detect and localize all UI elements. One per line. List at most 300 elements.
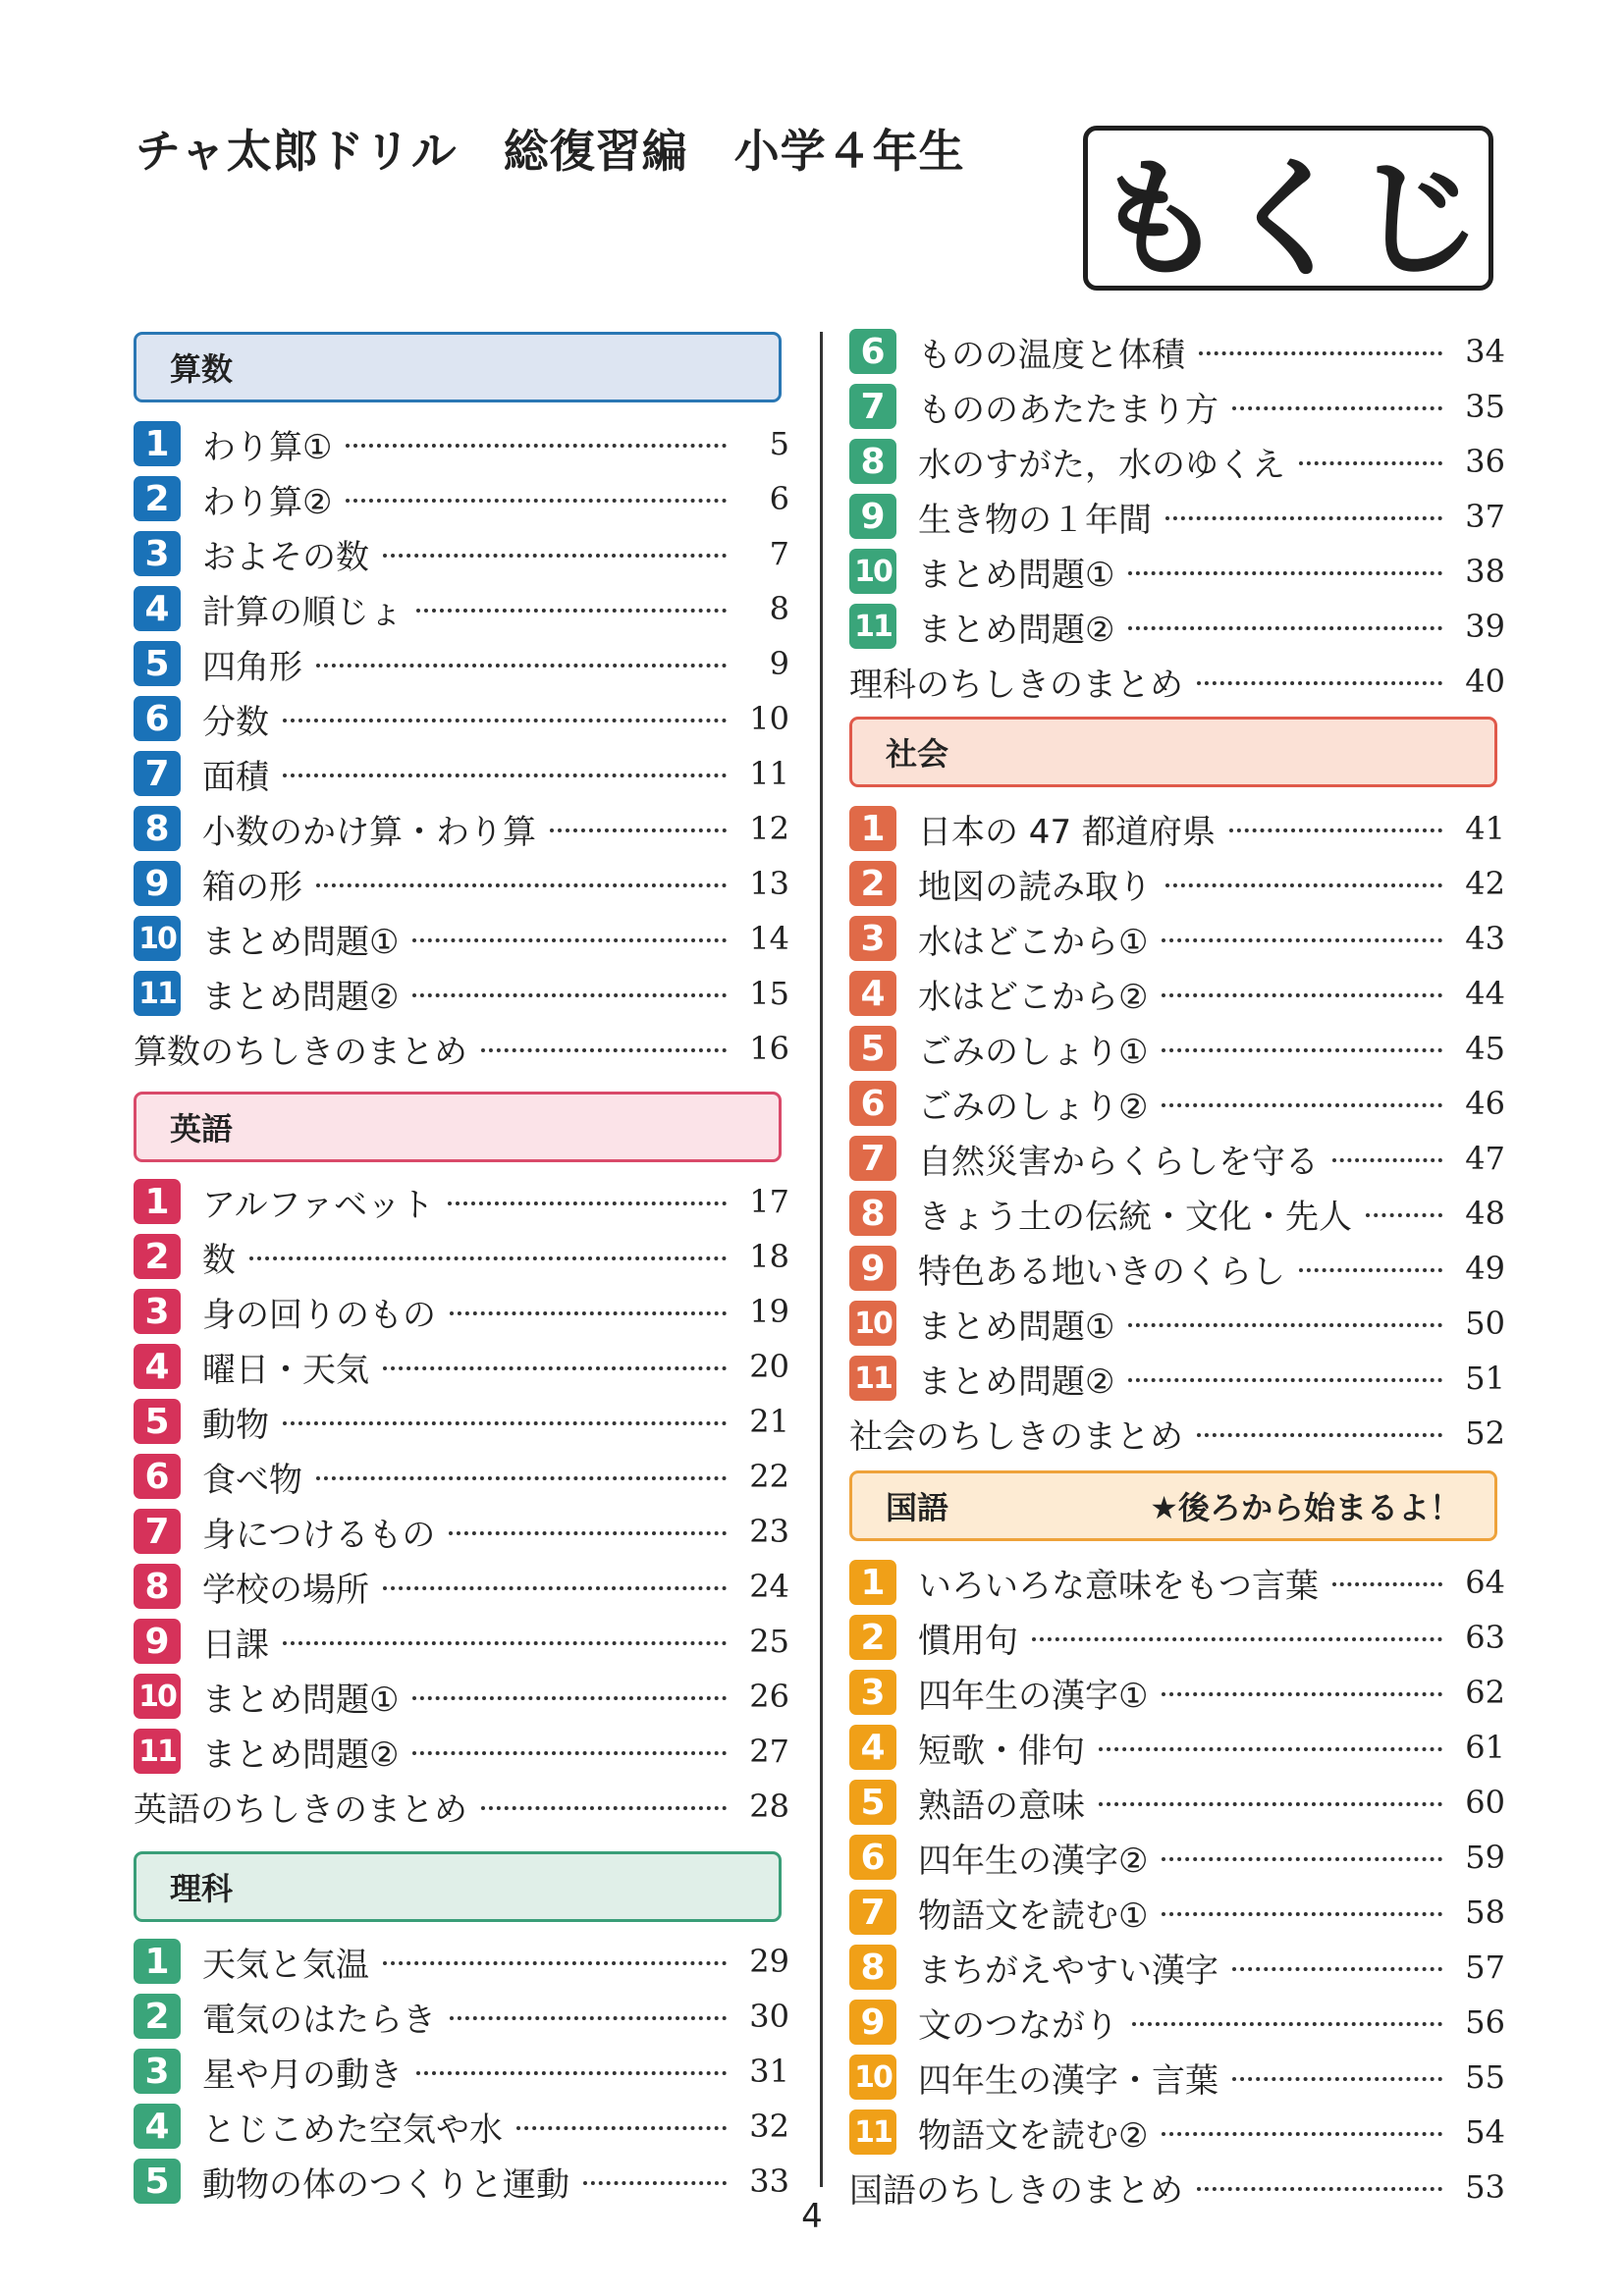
dot-leader bbox=[1162, 1048, 1442, 1052]
lesson-number-badge: 9 bbox=[134, 861, 181, 906]
toc-row[interactable] bbox=[849, 1885, 1505, 1940]
page-ref: 53 bbox=[1465, 2168, 1505, 2206]
toc-row[interactable] bbox=[849, 1610, 1505, 1665]
dot-leader bbox=[450, 2016, 727, 2020]
section-heading-label: 社会 bbox=[886, 735, 949, 773]
lesson-number-badge: 1 bbox=[134, 1179, 181, 1224]
toc-row[interactable] bbox=[134, 746, 789, 801]
dot-leader bbox=[1162, 993, 1442, 997]
page-ref: 55 bbox=[1465, 2058, 1505, 2096]
lesson-title: 物語文を読む② bbox=[918, 2115, 1149, 2156]
page-ref: 35 bbox=[1465, 388, 1505, 425]
page-ref: 61 bbox=[1465, 1729, 1505, 1766]
toc-row[interactable] bbox=[849, 911, 1505, 966]
lesson-title: 計算の順じょ bbox=[202, 592, 403, 632]
page-ref: 41 bbox=[1465, 810, 1505, 847]
lesson-number-badge: 4 bbox=[134, 586, 181, 631]
lesson-number-badge: 2 bbox=[134, 1234, 181, 1279]
column-divider bbox=[820, 332, 823, 2187]
lesson-title: まとめ問題② bbox=[202, 1735, 400, 1775]
lesson-number-badge: 9 bbox=[849, 494, 896, 539]
dot-leader bbox=[1162, 1857, 1442, 1861]
toc-row[interactable] bbox=[134, 1504, 789, 1559]
toc-summary-row[interactable] bbox=[849, 1406, 1505, 1461]
lesson-number-badge: 6 bbox=[134, 1454, 181, 1499]
lesson-number-badge: 4 bbox=[134, 2104, 181, 2149]
lesson-title: 動物の体のつくりと運動 bbox=[202, 2164, 569, 2205]
toc-row[interactable] bbox=[134, 1934, 789, 1989]
lesson-number-badge: 8 bbox=[134, 1564, 181, 1609]
page-ref: 21 bbox=[749, 1403, 789, 1440]
lesson-title: 熟語の意味 bbox=[918, 1786, 1085, 1826]
lesson-title: 曜日・天気 bbox=[202, 1350, 369, 1390]
page-ref: 59 bbox=[1465, 1839, 1505, 1876]
dot-leader bbox=[1162, 1912, 1442, 1916]
lesson-number-badge: 10 bbox=[849, 1301, 896, 1346]
toc-summary-row[interactable] bbox=[849, 654, 1505, 709]
lesson-number-badge: 9 bbox=[849, 2000, 896, 2045]
dot-leader bbox=[412, 993, 727, 997]
lesson-number-badge: 11 bbox=[849, 2109, 896, 2155]
dot-leader bbox=[449, 1531, 727, 1535]
dot-leader bbox=[1199, 351, 1442, 355]
toc-summary-row[interactable] bbox=[134, 1779, 789, 1834]
lesson-title: まとめ問題② bbox=[918, 610, 1115, 650]
lesson-number-badge: 2 bbox=[849, 861, 896, 906]
page-ref: 47 bbox=[1465, 1140, 1505, 1177]
page-ref: 58 bbox=[1465, 1894, 1505, 1931]
page-ref: 54 bbox=[1465, 2113, 1505, 2151]
page-ref: 51 bbox=[1465, 1360, 1505, 1397]
dot-leader bbox=[1299, 461, 1442, 465]
lesson-title: 四年生の漢字② bbox=[918, 1841, 1149, 1881]
dot-leader bbox=[1128, 626, 1442, 630]
dot-leader bbox=[1162, 938, 1442, 942]
toc-row[interactable] bbox=[134, 1989, 789, 2044]
dot-leader bbox=[412, 1696, 727, 1700]
dot-leader bbox=[481, 1048, 727, 1052]
page-ref: 12 bbox=[749, 810, 789, 847]
toc-row[interactable] bbox=[134, 1284, 789, 1339]
toc-row[interactable] bbox=[134, 1669, 789, 1724]
lesson-number-badge: 9 bbox=[849, 1246, 896, 1291]
page-ref: 23 bbox=[749, 1513, 789, 1550]
lesson-title: 食べ物 bbox=[202, 1460, 302, 1500]
section-heading-sansu bbox=[134, 332, 782, 402]
toc-row[interactable] bbox=[849, 966, 1505, 1021]
lesson-title: ごみのしょり① bbox=[918, 1032, 1149, 1072]
toc-row[interactable] bbox=[849, 2105, 1505, 2160]
toc-row[interactable] bbox=[849, 1665, 1505, 1720]
page-ref: 40 bbox=[1465, 663, 1505, 700]
lesson-number-badge: 4 bbox=[134, 1344, 181, 1389]
lesson-number-badge: 5 bbox=[849, 1026, 896, 1071]
page-ref: 5 bbox=[769, 425, 789, 462]
toc-row[interactable] bbox=[134, 1174, 789, 1229]
lesson-title: 水はどこから① bbox=[918, 922, 1149, 962]
toc-row[interactable] bbox=[849, 1296, 1505, 1351]
dot-leader bbox=[416, 609, 727, 613]
lesson-number-badge: 5 bbox=[134, 2159, 181, 2204]
page-ref: 42 bbox=[1465, 865, 1505, 902]
section-heading-rika bbox=[134, 1851, 782, 1922]
dot-leader bbox=[316, 883, 727, 887]
lesson-title: 短歌・俳句 bbox=[918, 1731, 1085, 1771]
dot-leader bbox=[1162, 1692, 1442, 1696]
page-ref: 57 bbox=[1465, 1949, 1505, 1986]
dot-leader bbox=[283, 719, 727, 722]
dot-leader bbox=[583, 2181, 727, 2185]
lesson-title: 四角形 bbox=[202, 647, 302, 687]
toc-row[interactable] bbox=[849, 1351, 1505, 1406]
dot-leader bbox=[383, 1586, 727, 1590]
lesson-title: とじこめた空気や水 bbox=[202, 2109, 503, 2150]
toc-row[interactable] bbox=[134, 1614, 789, 1669]
toc-row[interactable] bbox=[849, 1186, 1505, 1241]
toc-row[interactable] bbox=[134, 966, 789, 1021]
lesson-title: まとめ問題① bbox=[202, 922, 400, 962]
lesson-number-badge: 8 bbox=[134, 806, 181, 851]
toc-row[interactable] bbox=[134, 471, 789, 526]
lesson-title: 文のつながり bbox=[918, 2005, 1118, 2046]
toc-row[interactable] bbox=[849, 1021, 1505, 1076]
lesson-title: わり算② bbox=[202, 482, 333, 522]
toc-row[interactable] bbox=[134, 416, 789, 471]
dot-leader bbox=[412, 1751, 727, 1755]
page-ref: 15 bbox=[749, 975, 789, 1012]
lesson-title: 四年生の漢字① bbox=[918, 1676, 1149, 1716]
section-heading-label: 算数 bbox=[170, 350, 234, 388]
lesson-title: まとめ問題① bbox=[918, 555, 1115, 595]
section-heading-eigo bbox=[134, 1092, 782, 1162]
dot-leader bbox=[1232, 406, 1442, 410]
dot-leader bbox=[1232, 1967, 1442, 1971]
lesson-title: まとめ問題① bbox=[202, 1680, 400, 1720]
dot-leader bbox=[1132, 2022, 1442, 2026]
summary-title: 理科のちしきのまとめ bbox=[849, 665, 1183, 705]
toc-row[interactable] bbox=[134, 1559, 789, 1614]
toc-row[interactable] bbox=[134, 1449, 789, 1504]
dot-leader bbox=[1128, 1323, 1442, 1327]
page-ref: 28 bbox=[749, 1788, 789, 1825]
page-ref: 22 bbox=[749, 1458, 789, 1495]
toc-row[interactable] bbox=[134, 801, 789, 856]
toc-row[interactable] bbox=[849, 801, 1505, 856]
lesson-number-badge: 10 bbox=[849, 549, 896, 594]
toc-summary-row[interactable] bbox=[134, 1021, 789, 1076]
toc-row[interactable] bbox=[849, 324, 1505, 379]
toc-row[interactable] bbox=[134, 1724, 789, 1779]
toc-row[interactable] bbox=[849, 1241, 1505, 1296]
lesson-number-badge: 11 bbox=[134, 1729, 181, 1774]
lesson-number-badge: 8 bbox=[849, 1191, 896, 1236]
toc-row[interactable] bbox=[134, 581, 789, 636]
lesson-title: およその数 bbox=[202, 537, 369, 577]
lesson-title: 水はどこから② bbox=[918, 977, 1149, 1017]
lesson-number-badge: 9 bbox=[134, 1619, 181, 1664]
toc-row[interactable] bbox=[134, 856, 789, 911]
lesson-number-badge: 11 bbox=[849, 604, 896, 649]
dot-leader bbox=[1332, 1158, 1442, 1162]
page-ref: 20 bbox=[749, 1348, 789, 1385]
lesson-number-badge: 1 bbox=[134, 1939, 181, 1984]
lesson-number-badge: 6 bbox=[849, 329, 896, 374]
lesson-title: 天気と気温 bbox=[202, 1945, 369, 1985]
page-ref: 24 bbox=[749, 1568, 789, 1605]
toc-row[interactable] bbox=[849, 379, 1505, 434]
dot-leader bbox=[249, 1256, 727, 1260]
lesson-title: 身につけるもの bbox=[202, 1515, 436, 1555]
dot-leader bbox=[1165, 516, 1442, 520]
lesson-title: わり算① bbox=[202, 427, 333, 467]
lesson-title: 学校の場所 bbox=[202, 1570, 369, 1610]
lesson-number-badge: 5 bbox=[134, 1399, 181, 1444]
lesson-number-badge: 7 bbox=[134, 1509, 181, 1554]
page-ref: 44 bbox=[1465, 975, 1505, 1012]
drill-title: チャ太郎ドリル 総復習編 小学４年生 bbox=[135, 125, 965, 178]
lesson-title: 地図の読み取り bbox=[918, 867, 1152, 907]
lesson-number-badge: 4 bbox=[849, 971, 896, 1016]
page-ref: 17 bbox=[749, 1183, 789, 1220]
dot-leader bbox=[1099, 1747, 1442, 1751]
toc-row[interactable] bbox=[134, 691, 789, 746]
toc-row[interactable] bbox=[134, 1229, 789, 1284]
dot-leader bbox=[412, 938, 727, 942]
lesson-title: 箱の形 bbox=[202, 867, 302, 907]
lesson-number-badge: 1 bbox=[849, 1560, 896, 1605]
page-ref: 29 bbox=[749, 1943, 789, 1980]
page-ref: 25 bbox=[749, 1623, 789, 1660]
toc-row[interactable] bbox=[849, 1131, 1505, 1186]
page-ref: 46 bbox=[1465, 1085, 1505, 1122]
lesson-title: きょう土の伝統・文化・先人 bbox=[918, 1197, 1352, 1237]
lesson-number-badge: 1 bbox=[134, 421, 181, 466]
lesson-title: 生き物の１年間 bbox=[918, 500, 1152, 540]
page-number: 4 bbox=[801, 2197, 823, 2236]
lesson-title: 特色ある地いきのくらし bbox=[918, 1252, 1285, 1292]
dot-leader bbox=[1197, 1433, 1442, 1437]
lesson-number-badge: 4 bbox=[849, 1725, 896, 1770]
lesson-title: 慣用句 bbox=[918, 1621, 1018, 1661]
dot-leader bbox=[1229, 828, 1442, 832]
page-ref: 64 bbox=[1465, 1564, 1505, 1601]
lesson-number-badge: 7 bbox=[849, 1890, 896, 1935]
toc-row[interactable] bbox=[134, 911, 789, 966]
lesson-title: まとめ問題② bbox=[202, 977, 400, 1017]
dot-leader bbox=[516, 2126, 727, 2130]
toc-row[interactable] bbox=[849, 856, 1505, 911]
dot-leader bbox=[416, 2071, 727, 2075]
lesson-number-badge: 6 bbox=[134, 696, 181, 741]
toc-row[interactable] bbox=[849, 1076, 1505, 1131]
page-ref: 31 bbox=[749, 2053, 789, 2090]
lesson-number-badge: 11 bbox=[849, 1356, 896, 1401]
page-ref: 34 bbox=[1465, 333, 1505, 370]
toc-row[interactable] bbox=[849, 1720, 1505, 1775]
lesson-number-badge: 2 bbox=[849, 1615, 896, 1660]
toc-row[interactable] bbox=[849, 1940, 1505, 1995]
toc-row[interactable] bbox=[849, 1555, 1505, 1610]
page-ref: 11 bbox=[749, 755, 789, 792]
page-ref: 9 bbox=[769, 645, 789, 682]
page-ref: 8 bbox=[769, 590, 789, 627]
lesson-number-badge: 6 bbox=[849, 1081, 896, 1126]
page-ref: 33 bbox=[749, 2163, 789, 2200]
section-note: ★後ろから始まるよ！ bbox=[1150, 1489, 1461, 1526]
dot-leader bbox=[283, 1641, 727, 1645]
toc-row[interactable] bbox=[849, 1830, 1505, 1885]
lesson-title: 動物 bbox=[202, 1405, 269, 1445]
lesson-title: 面積 bbox=[202, 757, 269, 797]
toc-row[interactable] bbox=[849, 599, 1505, 654]
lesson-number-badge: 5 bbox=[849, 1780, 896, 1825]
lesson-number-badge: 6 bbox=[849, 1835, 896, 1880]
toc-row[interactable] bbox=[134, 2099, 789, 2154]
lesson-title: まとめ問題② bbox=[918, 1362, 1115, 1402]
lesson-title: 身の回りのもの bbox=[202, 1295, 436, 1335]
dot-leader bbox=[1332, 1582, 1442, 1586]
dot-leader bbox=[481, 1806, 727, 1810]
toc-row[interactable] bbox=[849, 1995, 1505, 2050]
page-ref: 26 bbox=[749, 1678, 789, 1715]
dot-leader bbox=[1032, 1637, 1442, 1641]
section-heading-label: 理科 bbox=[170, 1870, 234, 1907]
lesson-number-badge: 7 bbox=[134, 751, 181, 796]
dot-leader bbox=[383, 554, 727, 558]
toc-row[interactable] bbox=[849, 2050, 1505, 2105]
page-ref: 63 bbox=[1465, 1619, 1505, 1656]
dot-leader bbox=[283, 774, 727, 777]
lesson-number-badge: 11 bbox=[134, 971, 181, 1016]
page-ref: 19 bbox=[749, 1293, 789, 1330]
dot-leader bbox=[1197, 681, 1442, 685]
dot-leader bbox=[316, 664, 727, 667]
page-ref: 49 bbox=[1465, 1250, 1505, 1287]
dot-leader bbox=[1128, 1378, 1442, 1382]
dot-leader bbox=[346, 499, 727, 503]
page-ref: 16 bbox=[749, 1030, 789, 1067]
dot-leader bbox=[1232, 2077, 1442, 2081]
dot-leader bbox=[448, 1201, 727, 1205]
lesson-number-badge: 3 bbox=[134, 531, 181, 576]
page-ref: 43 bbox=[1465, 920, 1505, 957]
page-ref: 7 bbox=[769, 535, 789, 572]
section-heading-shakai bbox=[849, 717, 1497, 787]
page-ref: 10 bbox=[749, 700, 789, 737]
toc-row[interactable] bbox=[134, 1394, 789, 1449]
toc-row[interactable] bbox=[849, 434, 1505, 489]
summary-title: 英語のちしきのまとめ bbox=[134, 1789, 467, 1830]
section-heading-label: 国語 bbox=[886, 1489, 949, 1526]
lesson-number-badge: 10 bbox=[134, 916, 181, 961]
toc-row[interactable] bbox=[134, 2044, 789, 2099]
lesson-number-badge: 3 bbox=[134, 1289, 181, 1334]
page-ref: 50 bbox=[1465, 1305, 1505, 1342]
lesson-title: ものの温度と体積 bbox=[918, 335, 1185, 375]
toc-row[interactable] bbox=[849, 489, 1505, 544]
lesson-number-badge: 8 bbox=[849, 439, 896, 484]
page-ref: 37 bbox=[1465, 498, 1505, 535]
page-ref: 6 bbox=[769, 480, 789, 517]
page-ref: 52 bbox=[1465, 1415, 1505, 1452]
lesson-number-badge: 8 bbox=[849, 1945, 896, 1990]
toc-row[interactable] bbox=[849, 544, 1505, 599]
lesson-number-badge: 3 bbox=[849, 916, 896, 961]
lesson-title: ごみのしょり② bbox=[918, 1087, 1149, 1127]
lesson-title: 水のすがた，水のゆくえ bbox=[918, 445, 1285, 485]
lesson-number-badge: 10 bbox=[849, 2055, 896, 2100]
dot-leader bbox=[383, 1961, 727, 1965]
summary-title: 社会のちしきのまとめ bbox=[849, 1416, 1183, 1457]
dot-leader bbox=[1299, 1268, 1442, 1272]
lesson-title: 電気のはたらき bbox=[202, 2000, 436, 2040]
page-ref: 60 bbox=[1465, 1784, 1505, 1821]
lesson-title: 日課 bbox=[202, 1625, 269, 1665]
summary-title: 国語のちしきのまとめ bbox=[849, 2170, 1183, 2211]
dot-leader bbox=[1099, 1802, 1442, 1806]
page-ref: 38 bbox=[1465, 553, 1505, 590]
dot-leader bbox=[283, 1421, 727, 1425]
page-ref: 56 bbox=[1465, 2003, 1505, 2041]
page-ref: 32 bbox=[749, 2108, 789, 2145]
page-ref: 27 bbox=[749, 1733, 789, 1770]
page-ref: 45 bbox=[1465, 1030, 1505, 1067]
dot-leader bbox=[1197, 2187, 1442, 2191]
page-ref: 39 bbox=[1465, 608, 1505, 645]
lesson-title: 星や月の動き bbox=[202, 2055, 403, 2095]
lesson-title: アルファベット bbox=[202, 1185, 434, 1225]
lesson-number-badge: 7 bbox=[849, 384, 896, 429]
lesson-number-badge: 10 bbox=[134, 1674, 181, 1719]
lesson-number-badge: 5 bbox=[134, 641, 181, 686]
toc-row[interactable] bbox=[134, 1339, 789, 1394]
dot-leader bbox=[1162, 2132, 1442, 2136]
section-heading-label: 英語 bbox=[170, 1110, 234, 1148]
dot-leader bbox=[1128, 571, 1442, 575]
dot-leader bbox=[383, 1366, 727, 1370]
toc-row[interactable] bbox=[134, 526, 789, 581]
dot-leader bbox=[316, 1476, 727, 1480]
lesson-number-badge: 7 bbox=[849, 1136, 896, 1181]
summary-title: 算数のちしきのまとめ bbox=[134, 1032, 467, 1072]
lesson-number-badge: 3 bbox=[849, 1670, 896, 1715]
lesson-number-badge: 3 bbox=[134, 2049, 181, 2094]
mokuji-badge: もくじ bbox=[1083, 126, 1493, 291]
lesson-title: 小数のかけ算・わり算 bbox=[202, 812, 536, 852]
page-ref: 48 bbox=[1465, 1195, 1505, 1232]
page-ref: 14 bbox=[749, 920, 789, 957]
dot-leader bbox=[550, 828, 727, 832]
dot-leader bbox=[1165, 883, 1442, 887]
dot-leader bbox=[346, 444, 727, 448]
lesson-title: 自然災害からくらしを守る bbox=[918, 1142, 1319, 1182]
dot-leader bbox=[450, 1311, 727, 1315]
page-ref: 18 bbox=[749, 1238, 789, 1275]
lesson-title: 数 bbox=[202, 1240, 236, 1280]
page-ref: 30 bbox=[749, 1998, 789, 2035]
lesson-title: いろいろな意味をもつ言葉 bbox=[918, 1566, 1319, 1606]
lesson-number-badge: 2 bbox=[134, 476, 181, 521]
lesson-title: まとめ問題① bbox=[918, 1307, 1115, 1347]
lesson-number-badge: 2 bbox=[134, 1994, 181, 2039]
section-heading-kokugo bbox=[849, 1470, 1497, 1541]
toc-row[interactable] bbox=[849, 1775, 1505, 1830]
lesson-title: 分数 bbox=[202, 702, 269, 742]
lesson-title: まちがえやすい漢字 bbox=[918, 1950, 1218, 1991]
page-ref: 36 bbox=[1465, 443, 1505, 480]
dot-leader bbox=[1162, 1103, 1442, 1107]
toc-row[interactable] bbox=[134, 636, 789, 691]
